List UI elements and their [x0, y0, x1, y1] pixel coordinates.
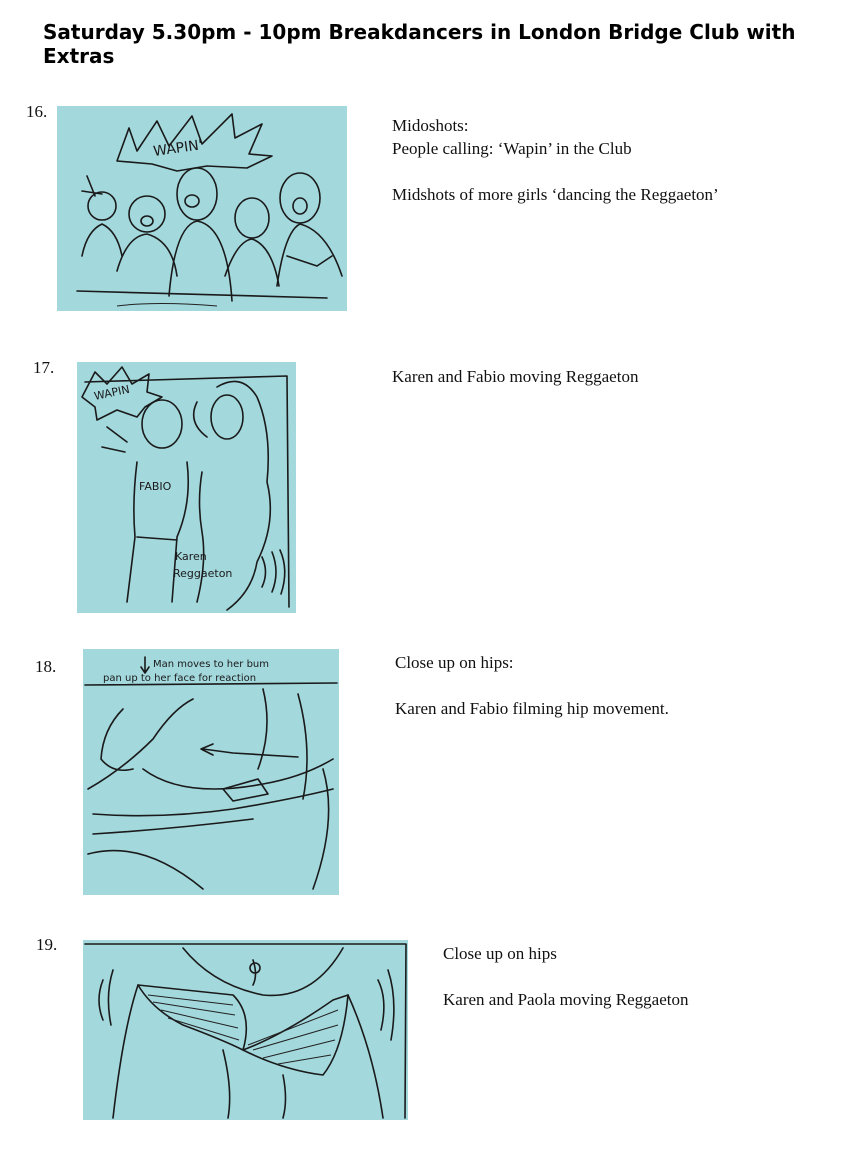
shot-19-description — [443, 942, 850, 1011]
shot-18-label-move: Man moves to her bum — [153, 659, 270, 670]
shot-19-line — [443, 965, 850, 988]
shot-16-label-wapin: WAPIN' — [152, 137, 204, 160]
shot-17-label-fabio: FABIO — [139, 480, 172, 493]
shot-19-line: Close up on hips — [443, 944, 557, 963]
shot-19-sketch — [83, 940, 408, 1120]
shot-18-label-pan: pan up to her face for reaction — [103, 673, 257, 684]
shot-16-line: Midshots of more girls ‘dancing the Reggaeton’ — [392, 185, 719, 204]
shot-17-label-karen: Karen — [175, 550, 207, 563]
shot-18-line — [395, 674, 815, 697]
shot-19-line: Karen and Paola moving Reggaeton — [443, 990, 689, 1009]
shot-17-sketch — [77, 362, 296, 613]
shot-17-description — [392, 365, 812, 388]
shot-16-line: Midoshots: — [392, 116, 469, 135]
shot-18-sketch — [83, 649, 339, 895]
shot-17-label-reggaeton: Reggaeton — [173, 567, 233, 580]
shot-18-number: 18. — [35, 657, 57, 676]
shot-16-line — [392, 160, 812, 183]
shot-17-label-wapin: WAPIN — [92, 382, 131, 403]
page-title: Saturday 5.30pm - 10pm Breakdancers in London Bridge Club with Extras — [43, 20, 796, 68]
shot-18-line: Close up on hips: — [395, 653, 514, 672]
shot-17-line: Karen and Fabio moving Reggaeton — [392, 367, 639, 386]
shot-16-number: 16. — [26, 102, 48, 121]
shot-16-sketch — [57, 106, 347, 311]
shot-18-line: Karen and Fabio filming hip movement. — [395, 699, 669, 718]
shot-18-description — [395, 651, 815, 720]
shot-17-number: 17. — [33, 358, 55, 377]
shot-16-description — [392, 114, 812, 206]
shot-16-line: People calling: ‘Wapin’ in the Club — [392, 139, 632, 158]
shot-19-number: 19. — [36, 935, 58, 954]
